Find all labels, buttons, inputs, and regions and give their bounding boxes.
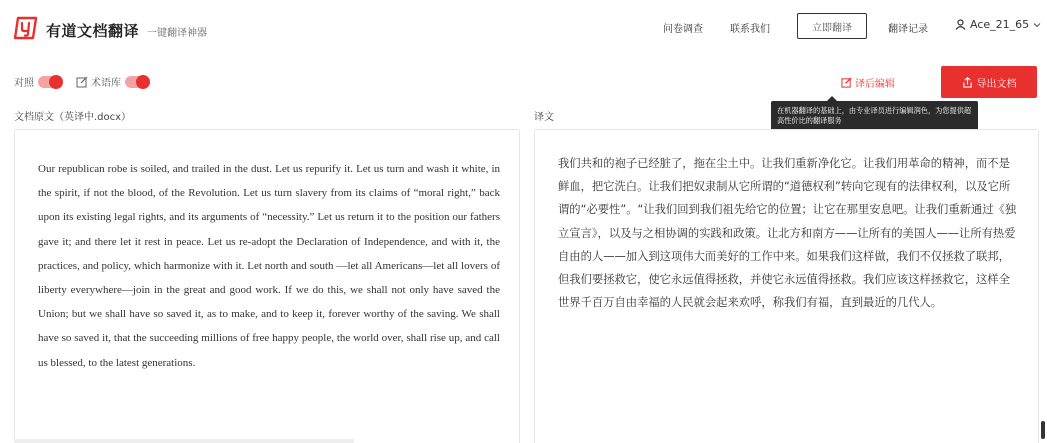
source-panel-label: 文档原文（英译中.docx） [14, 112, 132, 123]
post-edit-label: 译后编辑 [855, 79, 895, 90]
target-panel-label: 译文 [534, 112, 554, 123]
post-edit-tooltip: 在机器翻译的基础上，由专业译员进行编辑润色，为您提供超高性价比的翻译服务 [771, 101, 978, 131]
nav-survey-link[interactable]: 问卷调查 [663, 24, 703, 35]
scrollbar-thumb[interactable] [1041, 421, 1045, 439]
export-icon [962, 77, 973, 88]
export-label: 导出文档 [976, 78, 1017, 90]
user-icon [955, 19, 966, 30]
termbase-toggle[interactable] [125, 76, 149, 88]
user-menu[interactable] [955, 18, 1041, 31]
edit-square-icon [841, 77, 852, 88]
brand-tagline: 一键翻译神器 [147, 28, 207, 39]
nav-contact-link[interactable]: 联系我们 [730, 24, 770, 35]
translate-now-button[interactable]: 立即翻译 [797, 13, 867, 39]
termbase-label: 术语库 [91, 78, 121, 89]
source-text: Our republican robe is soiled, and trailed in the dust. Let us repurify it. Let us turn and wash it white, in the spirit, if not the blood, of the Revolution. Let us turn slavery from its claims of “moral right,” back upon its existing legal rights, and its arguments of “necessity.” Let us return it to the position our fathers gave it; and there let it rest in peace. Let us re-adopt the Declaration of Independence, and with it, the practices, and policy, which harmonize with it. Let north and south —let all Americans—let all lovers of liberty everywhere—join in the great and good work. If we do this, we shall not only have saved the Union; but we shall have so saved it, as to make, and to keep it, forever worthy of the saving. We shall have so saved it, that the succeeding millions of free happy people, the world over, shall rise up, and call us blessed, to the latest generations. [38, 163, 500, 369]
nav-history-link[interactable]: 翻译记录 [888, 24, 928, 35]
translation-panel[interactable] [534, 129, 1039, 443]
youdao-logo-icon[interactable] [14, 16, 38, 42]
compare-toggle[interactable] [38, 76, 62, 88]
username: Ace_21_65 [970, 18, 1030, 31]
edit-square-icon [76, 76, 88, 88]
export-document-button[interactable] [941, 66, 1037, 98]
view-toolbar [14, 74, 149, 89]
brand-name[interactable]: 有道文档翻译 [46, 22, 140, 40]
top-header [0, 0, 1047, 56]
chevron-down-icon [1033, 22, 1041, 28]
horizontal-scrollbar[interactable] [14, 439, 354, 443]
source-document-panel[interactable] [14, 129, 520, 443]
translation-text: 我们共和的袍子已经脏了，拖在尘土中。让我们重新净化它。让我们用革命的精神，而不是鲜血，把它洗白。让我们把奴隶制从它所谓的“道德权利”转向它现有的法律权利，以及它所谓的“必要性”。“让我们回到我们祖先给它的位置；让它在那里安息吧。让我们重新通过《独立宣言》，以及与之相协调的实践和政策。让北方和南方——让所有的美国人——让所有热爱自由的人——加入到这项伟大而美好的工作中来。如果我们这样做，我们不仅拯救了联邦，但我们要拯救它，使它永远值得拯救，并使它永远值得拯救。我们应该这样拯救它，这样全世界千百万自由幸福的人民就会起来欢呼，称我们有福，直到最近的几代人。 [558, 157, 1017, 310]
post-edit-link[interactable] [841, 75, 895, 90]
compare-label: 对照 [14, 78, 34, 89]
